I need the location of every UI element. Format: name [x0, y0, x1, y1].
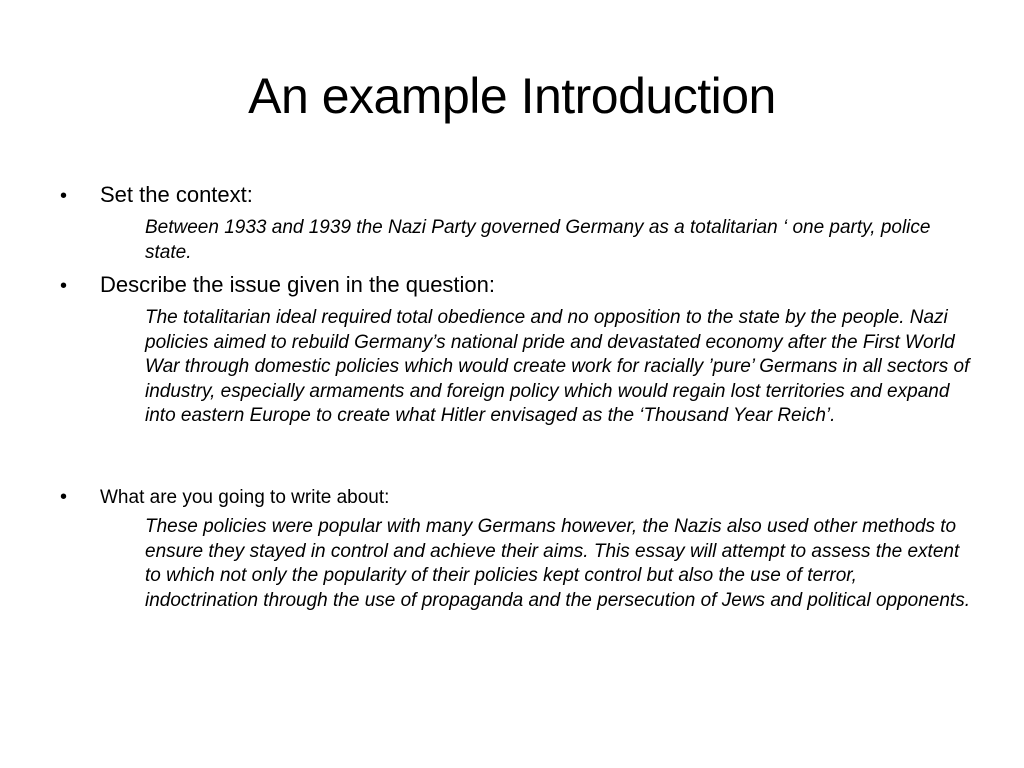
bullet-item-writing	[60, 484, 960, 512]
bullet-label: What are you going to write about:	[100, 487, 390, 508]
bullet-label: Describe the issue given in the question:	[100, 272, 496, 297]
bullet-item-issue	[60, 271, 960, 299]
context-paragraph: Between 1933 and 1939 the Nazi Party governed Germany as a totalitarian ‘ one party, police state.	[145, 217, 931, 263]
bullet-marker: •	[60, 275, 68, 297]
bullet-marker: •	[60, 486, 68, 508]
bullet-marker: •	[60, 185, 68, 207]
slide-title: An example Introduction	[248, 68, 776, 124]
writing-paragraph: These policies were popular with many Germans however, the Nazis also used other methods to ensure they stayed in control and achieve their aims. This essay will attempt to assess the extent to which not only the popularity of their policies kept control but also the use of terror, indoctrination through the use of propaganda and the persecution of Jews and political opponents.	[145, 516, 970, 611]
bullet-item-context	[60, 181, 960, 209]
bullet-label: Set the context:	[100, 182, 253, 207]
issue-paragraph: The totalitarian ideal required total obedience and no opposition to the state by the people. Nazi policies aimed to rebuild Germany’s national pride and devastated economy after the First World War through domestic policies which would create work for racially ’pure’ Germans in all sectors of industry, especially armaments and foreign policy which would regain lost territories and expand into eastern Europe to create what Hitler envisaged as the ‘Thousand Year Reich’.	[145, 307, 970, 426]
